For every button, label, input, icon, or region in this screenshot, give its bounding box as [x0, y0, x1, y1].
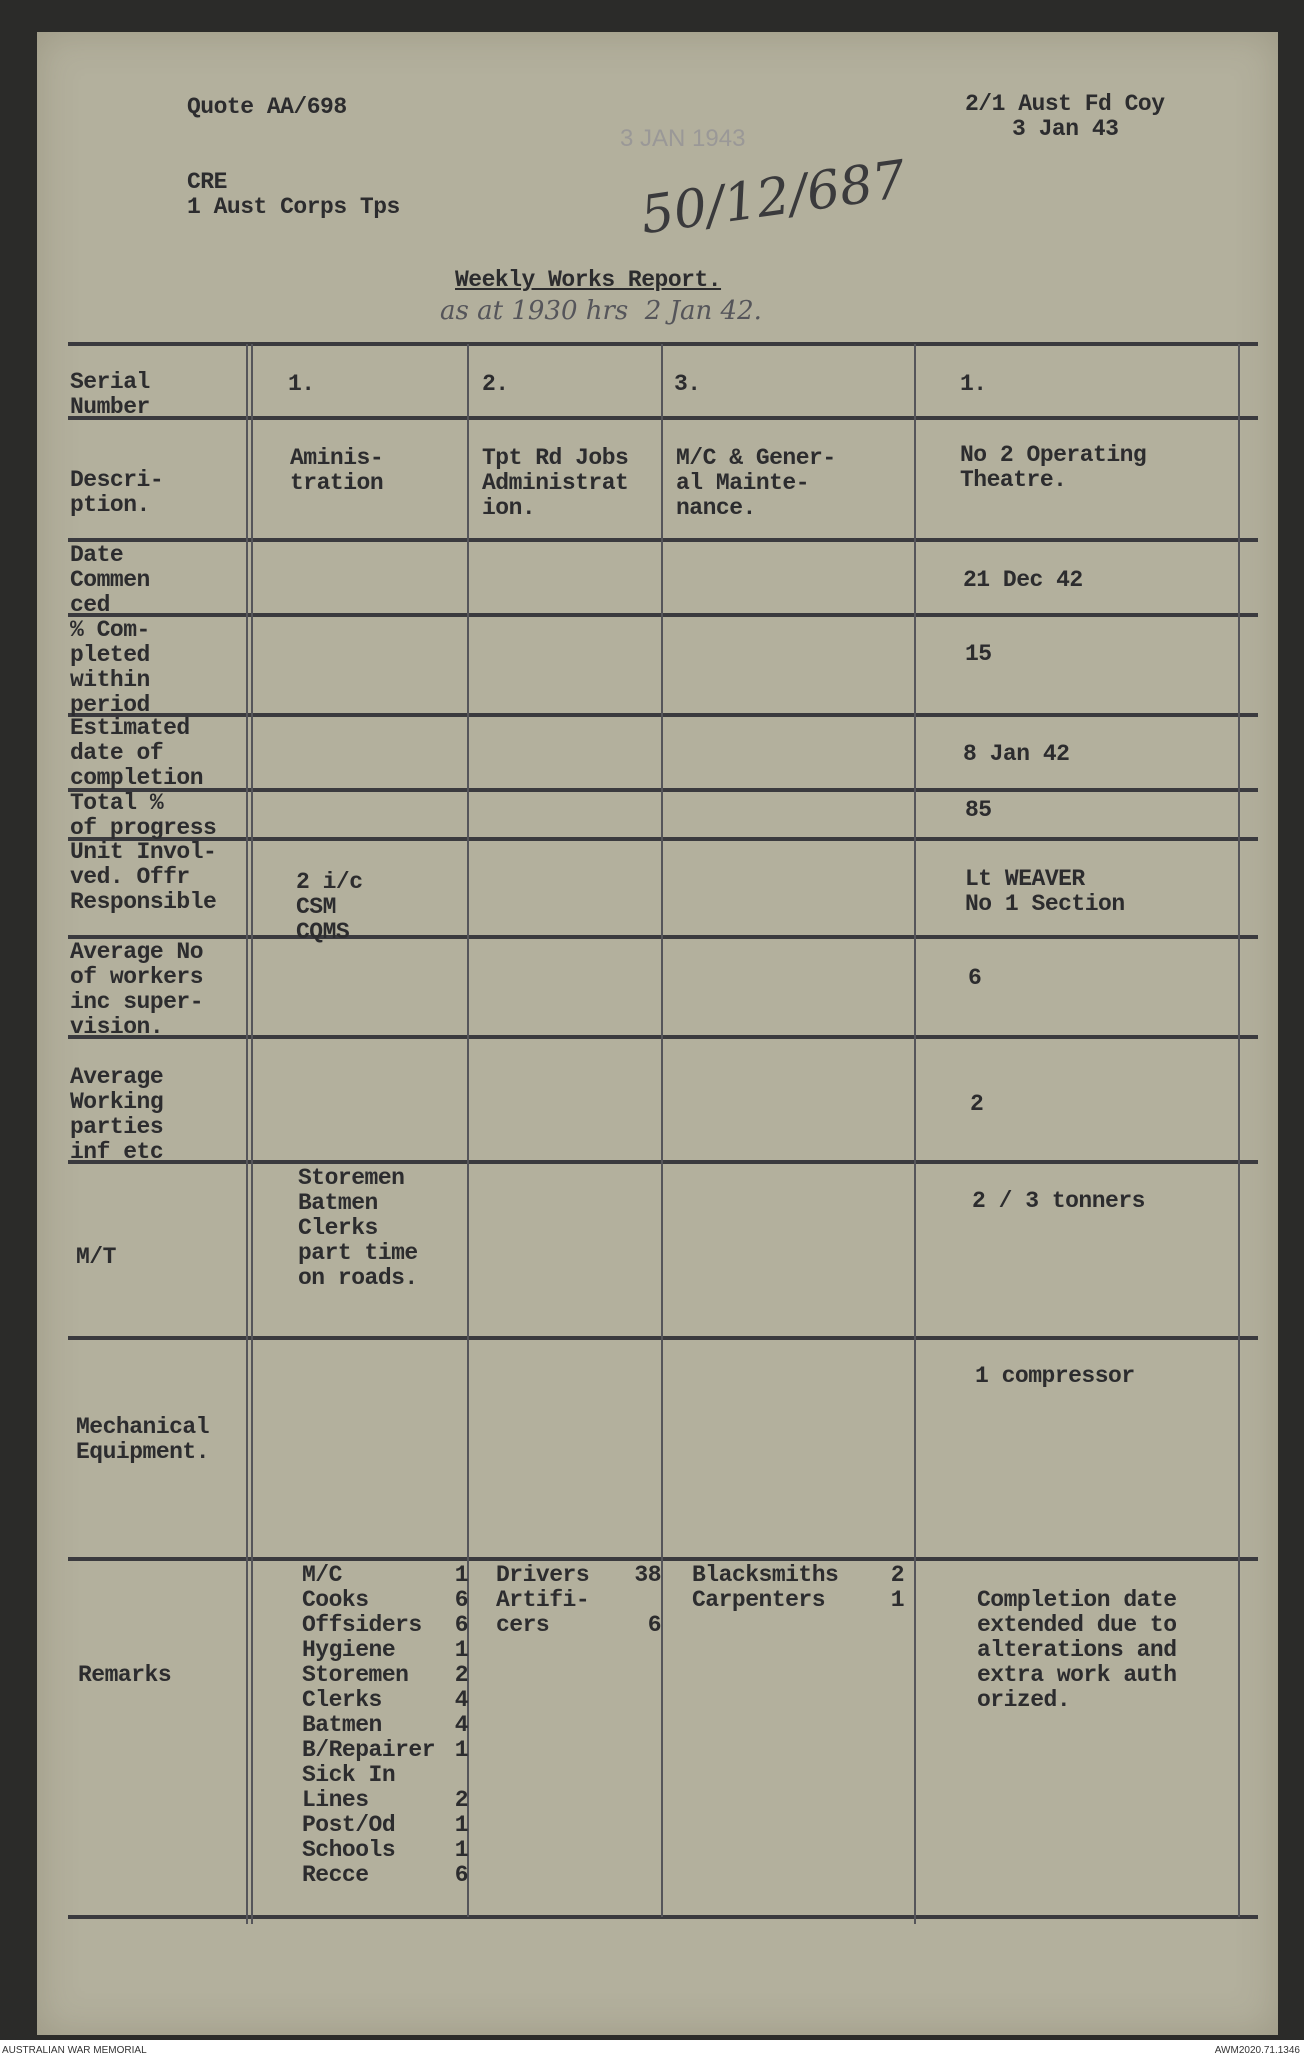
document-date: 3 Jan 43 [1012, 116, 1119, 142]
remarks-item-label: Carpenters [692, 1587, 826, 1613]
label-avg-workers: Average No of workers inc super- vision. [70, 939, 204, 1040]
label-mechanical-equipment: Mechanical Equipment. [76, 1414, 210, 1465]
remarks-item-count: 1 [454, 1812, 468, 1838]
col4-remarks: Completion date extended due to alterations and extra work auth orized. [977, 1587, 1177, 1713]
remarks-item-label: Cooks [302, 1587, 369, 1613]
col3-remarks-list [692, 1563, 904, 1613]
remarks-item-label: Blacksmiths [692, 1562, 839, 1588]
label-unit-involved: Unit Invol- ved. Offr Responsible [70, 839, 217, 915]
remarks-item-count [445, 1763, 468, 1788]
report-title: Weekly Works Report. [455, 267, 722, 293]
col1-serial: 1. [288, 371, 315, 397]
remarks-item-label: Clerks [302, 1687, 382, 1713]
col2-description: Tpt Rd Jobs Administrat ion. [482, 445, 629, 521]
unit-name: 2/1 Aust Fd Coy [965, 91, 1165, 117]
remarks-item-label: Offsiders [302, 1612, 422, 1638]
remarks-item-count [612, 1588, 661, 1613]
col1-unit: 2 i/c CSM CQMS [296, 869, 363, 945]
col4-serial: 1. [960, 371, 987, 397]
col1-remarks-list [302, 1563, 468, 1888]
remarks-item-label: Artifi- [496, 1587, 590, 1613]
addressee-line1: CRE [187, 169, 227, 195]
label-serial-number: Serial Number [70, 369, 150, 420]
col1-description: Aminis- tration [290, 445, 384, 496]
remarks-item-count: 2 [890, 1562, 904, 1588]
col3-serial: 3. [674, 371, 701, 397]
remarks-item-count: 2 [454, 1787, 468, 1813]
received-stamp: 3 JAN 1943 [620, 125, 746, 152]
file-reference-handwritten: 50/12/687 [637, 149, 910, 247]
remarks-item-label: Storemen [302, 1662, 409, 1688]
label-description: Descri- ption. [70, 467, 164, 518]
remarks-item-count: 1 [454, 1562, 468, 1588]
label-avg-parties: Average Working parties inf etc [70, 1064, 164, 1165]
col4-description: No 2 Operating Theatre. [960, 442, 1147, 493]
col4-pct-completed: 15 [965, 641, 992, 667]
remarks-item-count: 1 [890, 1587, 904, 1613]
col4-unit: Lt WEAVER No 1 Section [965, 866, 1125, 917]
remarks-item-label: Batmen [302, 1712, 382, 1738]
addressee-line2: 1 Aust Corps Tps [187, 194, 400, 220]
col2-remarks-list [496, 1563, 661, 1638]
remarks-item-label: Hygiene [302, 1637, 396, 1663]
col4-avg-parties: 2 [970, 1091, 984, 1117]
col1-mt: Storemen Batmen Clerks part time on roads. [298, 1165, 418, 1291]
col3-description: M/C & Gener- al Mainte- nance. [676, 445, 836, 521]
remarks-item-count: 4 [454, 1712, 468, 1738]
col4-avg-workers: 6 [968, 965, 982, 991]
col2-serial: 2. [482, 371, 509, 397]
document-page [37, 32, 1278, 2035]
quote-reference: Quote AA/698 [187, 94, 347, 120]
footer-institution: AUSTRALIAN WAR MEMORIAL [2, 2045, 147, 2056]
report-subtitle-handwritten: as at 1930 hrs 2 Jan 42. [440, 296, 762, 326]
col4-mechanical-equipment: 1 compressor [975, 1363, 1135, 1389]
remarks-item-label: M/C [302, 1562, 342, 1588]
label-est-completion: Estimated date of completion [70, 715, 204, 791]
label-remarks: Remarks [78, 1662, 172, 1688]
label-total-progress: Total % of progress [70, 790, 217, 841]
footer-accession: AWM2020.71.1346 [1214, 2045, 1300, 2056]
remarks-item-label: Sick In [302, 1762, 396, 1788]
label-date-commenced: Date Commen ced [70, 542, 150, 618]
label-mt: M/T [76, 1244, 116, 1270]
remarks-item-label: Drivers [496, 1562, 590, 1588]
remarks-item-count: 6 [454, 1862, 468, 1888]
remarks-item-count: 2 [454, 1662, 468, 1688]
remarks-item-label: B/Repairer [302, 1737, 436, 1763]
remarks-item-count: 38 [634, 1562, 661, 1588]
remarks-item-label: Post/Od [302, 1812, 396, 1838]
remarks-item-count: 6 [454, 1587, 468, 1613]
label-pct-completed: % Com- pleted within period [70, 617, 150, 718]
remarks-item-label: Lines [302, 1787, 369, 1813]
remarks-item-count: 1 [454, 1837, 468, 1863]
remarks-item-label: Schools [302, 1837, 396, 1863]
remarks-item-count: 4 [454, 1687, 468, 1713]
remarks-item-count: 1 [454, 1637, 468, 1663]
remarks-item-count: 6 [647, 1612, 661, 1638]
col4-mt: 2 / 3 tonners [972, 1188, 1145, 1214]
col4-est-completion: 8 Jan 42 [963, 741, 1070, 767]
remarks-item-count: 6 [454, 1612, 468, 1638]
archive-footer [0, 2040, 1304, 2061]
remarks-item-count: 1 [454, 1737, 468, 1763]
col4-date-commenced: 21 Dec 42 [963, 567, 1083, 593]
remarks-item-label: cers [496, 1612, 550, 1638]
col4-total-progress: 85 [965, 797, 992, 823]
remarks-item-label: Recce [302, 1862, 369, 1888]
